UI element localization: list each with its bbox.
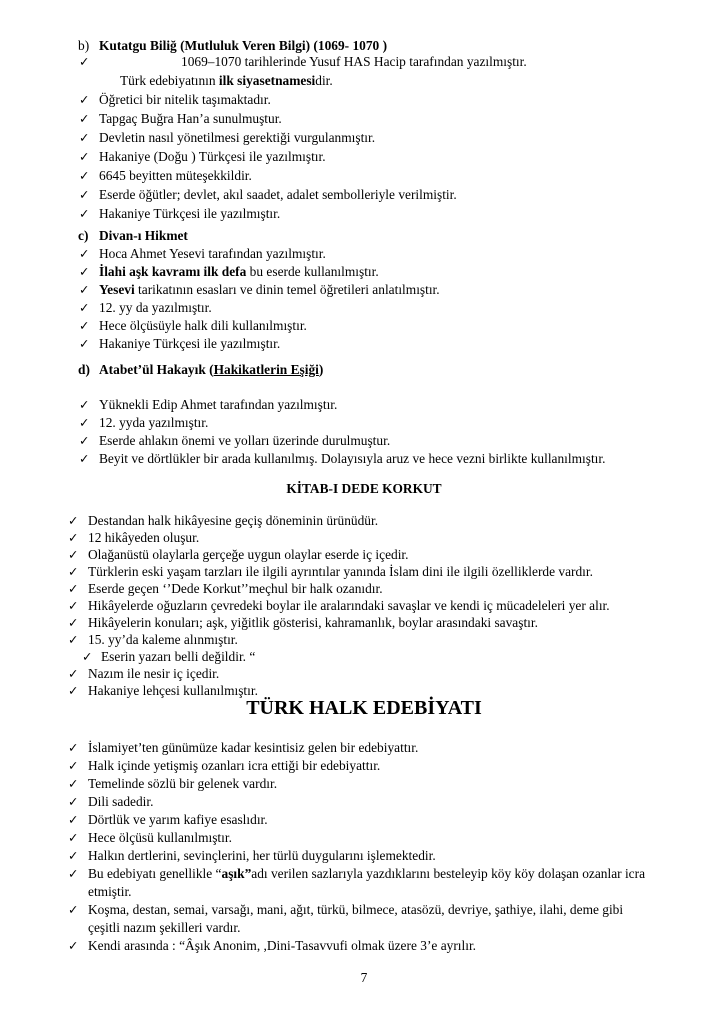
checkmark-icon: ✓ bbox=[68, 683, 79, 698]
list-item-text: Koşma, destan, semai, varsağı, mani, ağıt, türkü, bilmece, atasözü, devriye, şathiye, ilahi, deme gibi bbox=[88, 902, 624, 917]
politics-text: Türk edebiyatının ilk siyasetnamesidir. bbox=[120, 73, 333, 88]
list-item-text: İlahi aşk kavramı ilk defa bu eserde kullanılmıştır. bbox=[99, 264, 379, 279]
checkmark-icon: ✓ bbox=[68, 758, 79, 773]
checkmark-icon: ✓ bbox=[79, 187, 90, 202]
checkmark-icon: ✓ bbox=[68, 547, 79, 562]
list-item-text: Türklerin eski yaşam tarzları ile ilgili ayrıntılar yanında İslam dini ile ilgili özelliklerde vardır. bbox=[88, 564, 593, 579]
list-item-text: Yüknekli Edip Ahmet tarafından yazılmıştır. bbox=[99, 397, 338, 412]
list-item-text: çeşitli nazım şekilleri vardır. bbox=[88, 920, 241, 935]
checkmark-icon: ✓ bbox=[68, 632, 79, 647]
list-item-text: Eserde ahlakın önemi ve yolları üzerinde durulmuştur. bbox=[99, 433, 391, 448]
section-d-letter: d) bbox=[78, 362, 90, 377]
checkmark-icon: ✓ bbox=[79, 433, 90, 448]
list-item-text: Dörtlük ve yarım kafiye esaslıdır. bbox=[88, 812, 268, 827]
checkmark-icon: ✓ bbox=[68, 666, 79, 681]
section-c-letter: c) bbox=[78, 228, 89, 243]
checkmark-icon: ✓ bbox=[68, 830, 79, 845]
checkmark-icon: ✓ bbox=[79, 149, 90, 164]
list-item-text: Devletin nasıl yönetilmesi gerektiği vurgulanmıştır. bbox=[99, 130, 376, 145]
checkmark-icon: ✓ bbox=[68, 564, 79, 579]
checkmark-icon: ✓ bbox=[68, 530, 79, 545]
checkmark-icon: ✓ bbox=[68, 794, 79, 809]
checkmark-icon: ✓ bbox=[79, 130, 90, 145]
list-item-text: Beyit ve dörtlükler bir arada kullanılmış. Dolayısıyla aruz ve hece vezni birlikte kullanılmıştır. bbox=[99, 451, 606, 466]
checkmark-icon: ✓ bbox=[68, 776, 79, 791]
checkmark-icon: ✓ bbox=[79, 336, 90, 351]
section-b-letter: b) bbox=[78, 38, 90, 53]
list-item-text: 12 hikâyeden oluşur. bbox=[88, 530, 200, 545]
list-item-text: Eserde öğütler; devlet, akıl saadet, adalet sembolleriyle verilmiştir. bbox=[99, 187, 457, 202]
list-item-text: Hakaniye Türkçesi ile yazılmıştır. bbox=[99, 206, 281, 221]
list-item-text: 12. yyda yazılmıştır. bbox=[99, 415, 209, 430]
checkmark-icon: ✓ bbox=[68, 866, 79, 881]
list-item-text: 1069–1070 tarihlerinde Yusuf HAS Hacip tarafından yazılmıştır. bbox=[181, 54, 527, 69]
list-item-text: Yesevi tarikatının esasları ve dinin temel öğretileri anlatılmıştır. bbox=[99, 282, 440, 297]
section-b-title: Kutatgu Biliğ (Mutluluk Veren Bilgi) (1069- 1070 ) bbox=[99, 38, 388, 53]
checkmark-icon: ✓ bbox=[79, 318, 90, 333]
checkmark-icon: ✓ bbox=[68, 740, 79, 755]
list-item-text: 6645 beyitten müteşekkildir. bbox=[99, 168, 252, 183]
list-item-text: 12. yy da yazılmıştır. bbox=[99, 300, 212, 315]
list-item-text: Hece ölçüsü kullanılmıştır. bbox=[88, 830, 232, 845]
list-item-text: Halkın dertlerini, sevinçlerini, her türlü duygularını işlemektedir. bbox=[88, 848, 436, 863]
section-d-title: Atabet’ül Hakayık (Hakikatlerin Eşiği) bbox=[99, 362, 324, 377]
list-item-text: Hikâyelerin konuları; aşk, yiğitlik gösterisi, kahramanlık, boylar arasındaki savaştır. bbox=[88, 615, 538, 630]
checkmark-icon: ✓ bbox=[68, 581, 79, 596]
section-heading-dede-korkut: KİTAB-I DEDE KORKUT bbox=[286, 481, 442, 496]
list-item-text: Tapgaç Buğra Han’a sunulmuştur. bbox=[99, 111, 282, 126]
checkmark-icon: ✓ bbox=[68, 598, 79, 613]
section-c-title: Divan-ı Hikmet bbox=[99, 228, 188, 243]
checkmark-icon: ✓ bbox=[79, 451, 90, 466]
list-item-text: Öğretici bir nitelik taşımaktadır. bbox=[99, 92, 271, 107]
section-heading-halk: TÜRK HALK EDEBİYATI bbox=[246, 697, 482, 719]
checkmark-icon: ✓ bbox=[79, 111, 90, 126]
checkmark-icon: ✓ bbox=[79, 54, 90, 69]
page-number: 7 bbox=[360, 970, 368, 985]
checkmark-icon: ✓ bbox=[68, 848, 79, 863]
checkmark-icon: ✓ bbox=[79, 264, 90, 279]
checkmark-icon: ✓ bbox=[68, 513, 79, 528]
list-item-text: Nazım ile nesir iç içedir. bbox=[88, 666, 220, 681]
checkmark-icon: ✓ bbox=[79, 246, 90, 261]
checkmark-icon: ✓ bbox=[68, 812, 79, 827]
list-item-text: Eserin yazarı belli değildir. “ bbox=[101, 649, 256, 664]
checkmark-icon: ✓ bbox=[68, 615, 79, 630]
checkmark-icon: ✓ bbox=[79, 415, 90, 430]
list-item-text: İslamiyet’ten günümüze kadar kesintisiz gelen bir edebiyattır. bbox=[88, 740, 419, 755]
list-item-text: Hoca Ahmet Yesevi tarafından yazılmıştır. bbox=[99, 246, 326, 261]
checkmark-icon: ✓ bbox=[79, 206, 90, 221]
list-item-text: Hakaniye Türkçesi ile yazılmıştır. bbox=[99, 336, 281, 351]
list-item-text: Temelinde sözlü bir gelenek vardır. bbox=[88, 776, 278, 791]
checkmark-icon: ✓ bbox=[79, 300, 90, 315]
list-item-text: Halk içinde yetişmiş ozanları icra ettiği bir edebiyattır. bbox=[88, 758, 381, 773]
list-item-text: Destandan halk hikâyesine geçiş döneminin ürünüdür. bbox=[88, 513, 379, 528]
list-item-text: Kendi arasında : “Âşık Anonim, ,Dini-Tasavvufi olmak üzere 3’e ayrılır. bbox=[88, 938, 477, 953]
checkmark-icon: ✓ bbox=[79, 168, 90, 183]
list-item-text: Dili sadedir. bbox=[88, 794, 154, 809]
list-item-text: Bu edebiyatı genellikle “aşık”adı verilen sazlarıyla yazdıklarını besteleyip köy köy dolaşan ozanlar icra bbox=[88, 866, 646, 881]
list-item-text: etmiştir. bbox=[88, 884, 132, 899]
list-item-text: Hakaniye lehçesi kullanılmıştır. bbox=[88, 683, 258, 698]
list-item-text: Hikâyelerde oğuzların çevredeki boylar ile aralarındaki savaşlar ve kendi iç mücadeleleri yer alır. bbox=[88, 598, 610, 613]
checkmark-icon: ✓ bbox=[68, 902, 79, 917]
list-item-text: 15. yy’da kaleme alınmıştır. bbox=[88, 632, 238, 647]
checkmark-icon: ✓ bbox=[79, 92, 90, 107]
list-item-text: Olağanüstü olaylarla gerçeğe uygun olaylar eserde iç içedir. bbox=[88, 547, 409, 562]
checkmark-icon: ✓ bbox=[68, 938, 79, 953]
list-item-text: Eserde geçen ‘’Dede Korkut’’meçhul bir halk ozanıdır. bbox=[88, 581, 383, 596]
list-item-text: Hece ölçüsüyle halk dili kullanılmıştır. bbox=[99, 318, 307, 333]
list-item-text: Hakaniye (Doğu ) Türkçesi ile yazılmıştır. bbox=[99, 149, 326, 164]
checkmark-icon: ✓ bbox=[82, 649, 93, 664]
checkmark-icon: ✓ bbox=[79, 397, 90, 412]
checkmark-icon: ✓ bbox=[79, 282, 90, 297]
